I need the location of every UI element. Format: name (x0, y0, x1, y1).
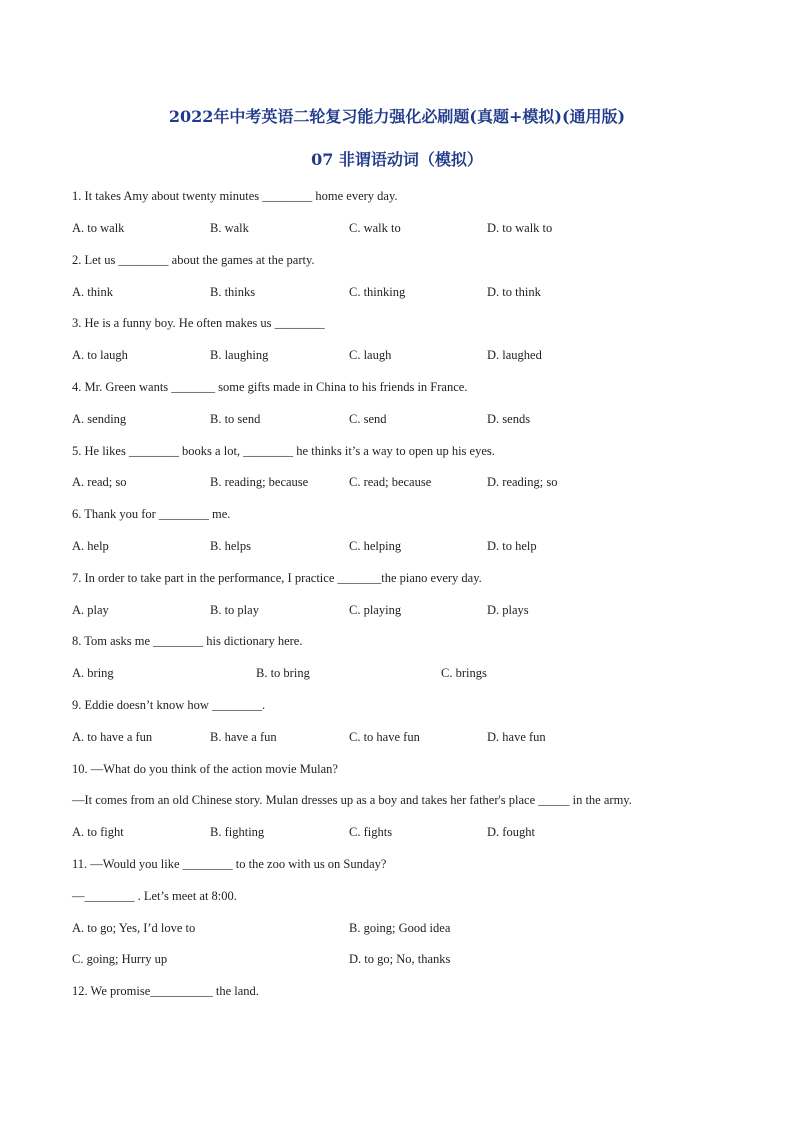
question-4-option-b[interactable]: B. to send (210, 412, 261, 426)
question-3-option-a[interactable]: A. to laugh (72, 348, 128, 362)
question-5-option-b[interactable]: B. reading; because (210, 475, 309, 489)
question-2-option-c[interactable]: C. thinking (349, 285, 406, 299)
question-5-option-a[interactable]: A. read; so (72, 475, 127, 489)
question-11-dialogue: —________ . Let’s meet at 8:00. (72, 889, 237, 903)
question-2-option-b[interactable]: B. thinks (210, 285, 256, 299)
question-1-option-c[interactable]: C. walk to (349, 221, 401, 235)
question-8-option-c[interactable]: C. brings (441, 666, 487, 680)
question-3-option-c[interactable]: C. laugh (349, 348, 392, 362)
question-1-option-d[interactable]: D. to walk to (487, 221, 553, 235)
question-6-option-d[interactable]: D. to help (487, 539, 537, 553)
question-1-option-b[interactable]: B. walk (210, 221, 249, 235)
question-9-stem: 9. Eddie doesn’t know how ________. (72, 698, 266, 712)
question-10-option-a[interactable]: A. to fight (72, 825, 124, 839)
question-1-option-a[interactable]: A. to walk (72, 221, 125, 235)
question-3-option-d[interactable]: D. laughed (487, 348, 542, 362)
question-10-stem: 10. —What do you think of the action movie Mulan? (72, 762, 338, 776)
question-11-option-c[interactable]: C. going; Hurry up (72, 952, 168, 966)
question-9-option-d[interactable]: D. have fun (487, 730, 546, 744)
question-10-option-b[interactable]: B. fighting (210, 825, 265, 839)
question-2-option-a[interactable]: A. think (72, 285, 113, 299)
question-5-stem: 5. He likes ________ books a lot, ________ he thinks it’s a way to open up his eyes. (72, 444, 495, 458)
question-1-stem: 1. It takes Amy about twenty minutes ________ home every day. (72, 189, 398, 203)
question-10-dialogue: —It comes from an old Chinese story. Mulan dresses up as a boy and takes her father's place _____ in the army. (72, 793, 632, 807)
question-11-option-d[interactable]: D. to go; No, thanks (349, 952, 451, 966)
question-2-stem: 2. Let us ________ about the games at the party. (72, 253, 315, 267)
question-2-option-d[interactable]: D. to think (487, 285, 541, 299)
question-3-stem: 3. He is a funny boy. He often makes us ________ (72, 316, 325, 330)
document-title: 2022年中考英语二轮复习能力强化必刷题(真题+模拟)(通用版) (168, 107, 626, 126)
question-11-stem: 11. —Would you like ________ to the zoo with us on Sunday? (72, 857, 387, 871)
question-10-option-c[interactable]: C. fights (349, 825, 393, 839)
question-9-option-a[interactable]: A. to have a fun (72, 730, 153, 744)
section-title: 07 非谓语动词（模拟） (311, 150, 483, 169)
question-9-option-c[interactable]: C. to have fun (349, 730, 420, 744)
question-6-option-b[interactable]: B. helps (210, 539, 251, 553)
question-4-stem: 4. Mr. Green wants _______ some gifts made in China to his friends in France. (72, 380, 468, 394)
question-9-option-b[interactable]: B. have a fun (210, 730, 277, 744)
question-10-option-d[interactable]: D. fought (487, 825, 535, 839)
question-6-option-a[interactable]: A. help (72, 539, 109, 553)
question-7-option-c[interactable]: C. playing (349, 603, 402, 617)
question-4-option-c[interactable]: C. send (349, 412, 387, 426)
question-11-option-a[interactable]: A. to go; Yes, I’d love to (72, 921, 196, 935)
question-3-option-b[interactable]: B. laughing (210, 348, 269, 362)
question-7-option-a[interactable]: A. play (72, 603, 109, 617)
question-8-option-b[interactable]: B. to bring (256, 666, 310, 680)
question-4-option-d[interactable]: D. sends (487, 412, 531, 426)
question-6-option-c[interactable]: C. helping (349, 539, 402, 553)
question-4-option-a[interactable]: A. sending (72, 412, 127, 426)
question-5-option-d[interactable]: D. reading; so (487, 475, 558, 489)
question-12-stem: 12. We promise__________ the land. (72, 984, 259, 998)
question-8-stem: 8. Tom asks me ________ his dictionary here. (72, 634, 303, 648)
question-7-stem: 7. In order to take part in the performance, I practice _______the piano every day. (72, 571, 482, 585)
question-7-option-b[interactable]: B. to play (210, 603, 259, 617)
question-7-option-d[interactable]: D. plays (487, 603, 529, 617)
question-11-option-b[interactable]: B. going; Good idea (349, 921, 451, 935)
question-5-option-c[interactable]: C. read; because (349, 475, 432, 489)
question-8-option-a[interactable]: A. bring (72, 666, 114, 680)
question-6-stem: 6. Thank you for ________ me. (72, 507, 231, 521)
